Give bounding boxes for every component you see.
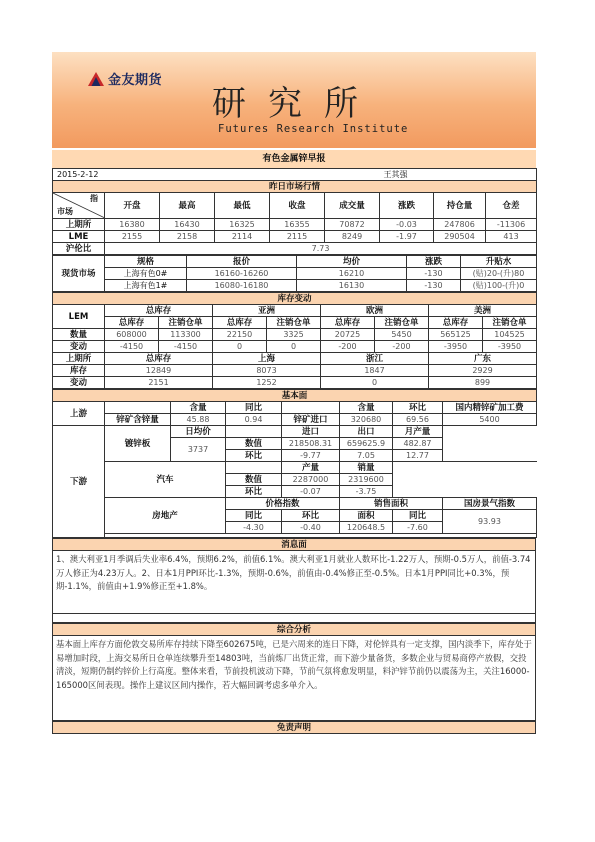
cell: 16130 [297,280,407,292]
cell: 2115 [270,231,325,243]
logo-triangle-icon [88,72,104,86]
cell: 3737 [171,438,226,462]
col-header: 日均价 [171,426,226,438]
cell: -11306 [486,219,537,231]
cell: 5450 [375,329,429,341]
table-row [53,329,537,341]
row-label: 变动 [53,341,105,353]
lme-label: LEM [53,305,105,329]
group-header: 欧洲 [321,305,429,317]
cell: -0.03 [380,219,434,231]
spacer [52,614,536,623]
section-disclaimer: 免责声明 [53,722,536,734]
cell: -9.77 [282,450,340,462]
col-header: 开盘 [105,193,160,219]
col-header: 注销仓单 [375,317,429,329]
section-inventory: 库存变动 [53,293,537,305]
news-table [52,538,536,551]
cell: 8249 [325,231,380,243]
shlun-label: 沪伦比 [53,243,105,255]
col-header: 同比 [226,510,282,522]
col-header: 环比 [282,510,340,522]
group-header: 美洲 [429,305,537,317]
cell: 16080-16180 [187,280,297,292]
spot-table [52,255,537,292]
cell: 20725 [321,329,375,341]
cell: (贴)20-(升)80 [461,268,537,280]
cell: 0.94 [226,414,282,426]
cell: 16430 [160,219,215,231]
cell: 16325 [215,219,270,231]
report-sheet [52,52,536,734]
row-label: 数值 [226,438,282,450]
col-header: 注销仓单 [267,317,321,329]
cell: 22150 [213,329,267,341]
cell: 2114 [215,231,270,243]
cell: (贴)100-(升)0 [461,280,537,292]
cell: 659625.9 [340,438,393,450]
cell: 5400 [443,414,537,426]
cell: -7.60 [393,522,443,534]
table-row [53,280,537,292]
col-header: 广东 [429,353,537,365]
cell: -4.30 [226,522,282,534]
cell: 上海有色1# [105,280,187,292]
inventory-table [52,292,537,389]
table-row [53,268,537,280]
estate-label: 房地产 [105,498,226,534]
shlun-value: 7.73 [105,243,537,255]
group-header: 亚洲 [213,305,321,317]
row-label: 上期所 [53,219,105,231]
company-logo [88,69,162,88]
col-header: 仓差 [486,193,537,219]
col-header: 同比 [226,402,282,414]
cell: -130 [407,280,461,292]
row-label: 环比 [226,486,282,498]
section-analysis: 综合分析 [53,624,536,636]
cell: 320680 [340,414,393,426]
col-header: 销售面积 [340,498,443,510]
col-header: 注销仓单 [483,317,537,329]
col-header: 涨跌 [380,193,434,219]
col-header: 收盘 [270,193,325,219]
page-title: 研究所 [212,84,380,124]
col-header: 报价 [187,256,297,268]
cell: -4150 [105,341,159,353]
cell: 218508.31 [282,438,340,450]
section-news: 消息面 [53,539,536,551]
import-label: 锌矿进口 [282,414,340,426]
col-header: 持仓量 [434,193,486,219]
cell: 247806 [434,219,486,231]
cell: 0 [321,377,429,389]
table-row [53,231,537,243]
cell: 113300 [159,329,213,341]
table-row [53,365,537,377]
col-header: 总库存 [321,317,375,329]
cell: 1252 [213,377,321,389]
cell: 0 [267,341,321,353]
corner-top-label: 指 [90,194,98,203]
col-header: 浙江 [321,353,429,365]
cell: 899 [429,377,537,389]
upstream-label: 上游 [53,402,105,426]
cell: 12849 [105,365,213,377]
table-row [53,377,537,389]
cell: -200 [321,341,375,353]
col-header: 注销仓单 [159,317,213,329]
col-header: 升贴水 [461,256,537,268]
col-header: 规格 [105,256,187,268]
group-header: 总库存 [105,305,213,317]
cell: -1.97 [380,231,434,243]
cell: 69.56 [393,414,443,426]
row-label: 变动 [53,377,105,389]
cell: 290504 [434,231,486,243]
cell: -0.40 [282,522,340,534]
col-header: 同比 [393,510,443,522]
market-table [52,168,537,255]
cell: 8073 [213,365,321,377]
cell: -3950 [429,341,483,353]
col-header: 价格指数 [226,498,340,510]
col-header: 国内精锌矿加工费 [443,402,537,414]
col-header: 面积 [340,510,393,522]
news-text: 1、澳大利亚1月季调后失业率6.4%，预期6.2%，前值6.1%。澳大利亚1月就业人数环比-1.22万人，预期-0.5万人，前值-3.74万人修正为4.23万人。2、日本1月PPI环比-1.3%，预期-0.6%，前值由-0.4%修正至-0.5%。日本1月PPI同比+0.3%，预期-1.1%，前值由+1.9%修正至+1.8%。 [52,551,536,614]
auto-label: 汽车 [105,462,226,498]
cell: 0 [213,341,267,353]
col-header: 产量 [282,462,340,474]
cell: -3.75 [340,486,393,498]
col-header: 含量 [340,402,393,414]
col-header: 总库存 [105,353,213,365]
cell: 93.93 [443,510,537,534]
cell: 16380 [105,219,160,231]
cell: 2155 [105,231,160,243]
cell: 16160-16260 [187,268,297,280]
col-header: 国房景气指数 [443,498,537,510]
cell: -3950 [483,341,537,353]
cell: 16355 [270,219,325,231]
col-header: 环比 [393,402,443,414]
report-title: 有色金属锌早报 [52,150,536,168]
cell: -130 [407,268,461,280]
col-header: 上海 [213,353,321,365]
col-header: 总库存 [213,317,267,329]
shfe-label: 上期所 [53,353,105,365]
fundamentals-table [52,389,537,538]
galv-label: 镀锌板 [105,426,171,462]
cell: -200 [375,341,429,353]
row-label: 数量 [53,329,105,341]
col-header: 最低 [215,193,270,219]
cell: 565125 [429,329,483,341]
ore-label: 锌矿含锌量 [105,414,171,426]
cell: 70872 [325,219,380,231]
col-header: 销量 [340,462,393,474]
cell: 2929 [429,365,537,377]
cell: -4150 [159,341,213,353]
row-label: 环比 [226,450,282,462]
row-label: LME [53,231,105,243]
report-author: 王其强 [380,169,537,181]
spot-label: 现货市场 [53,256,105,292]
downstream-label: 下游 [53,426,105,538]
row-label: 数值 [226,474,282,486]
cell: 482.87 [393,438,443,450]
col-header: 月产量 [393,426,443,438]
table-row [53,219,537,231]
col-header: 总库存 [429,317,483,329]
row-label: 库存 [53,365,105,377]
cell: 2158 [160,231,215,243]
cell: 上海有色0# [105,268,187,280]
report-date: 2015-2-12 [53,169,380,181]
col-header: 进口 [282,426,340,438]
cell: 7.05 [340,450,393,462]
disclaimer-table [52,721,536,734]
cell: 120648.5 [340,522,393,534]
cell: 45.88 [171,414,226,426]
section-fundamentals: 基本面 [53,390,537,402]
analysis-text: 基本面上库存方面伦敦交易所库存持续下降至602675吨，已是六周来的连日下降，对伦锌具有一定支撑，国内淡季下，库存处于易增加时段，上海交易所日仓单连续攀升至14803吨，当前炼厂出货正常，而下游少量备货，多数企业与贸易商停产放假，交投清淡，短期仍制约锌价上行高度。整体来看，节前投机波动下降，节前气氛将愈发明显，料沪锌节前仍以震荡为主，关注16000-165000区间表现。操作上建议区间内操作，若大幅回调考虑多单介入。 [52,636,536,721]
col-header: 出口 [340,426,393,438]
col-header: 均价 [297,256,407,268]
logo-text: 金友期货 [108,73,163,88]
col-header: 总库存 [105,317,159,329]
col-header: 含量 [171,402,226,414]
cell: 16210 [297,268,407,280]
cell: 2151 [105,377,213,389]
cell: 2319600 [340,474,393,486]
header-banner [52,52,536,148]
cell: 608000 [105,329,159,341]
cell: 413 [486,231,537,243]
col-header: 涨跌 [407,256,461,268]
analysis-table [52,623,536,636]
cell: 3325 [267,329,321,341]
corner-bottom-label: 市场 [57,207,73,216]
col-header: 最高 [160,193,215,219]
col-header: 成交量 [325,193,380,219]
page-subtitle: Futures Research Institute [218,123,409,135]
cell: 2287000 [282,474,340,486]
cell: 1847 [321,365,429,377]
header-corner-cell [53,193,105,219]
table-row [53,341,537,353]
cell: 104525 [483,329,537,341]
cell: -0.07 [282,486,340,498]
section-yesterday: 昨日市场行情 [53,181,537,193]
cell: 12.77 [393,450,443,462]
